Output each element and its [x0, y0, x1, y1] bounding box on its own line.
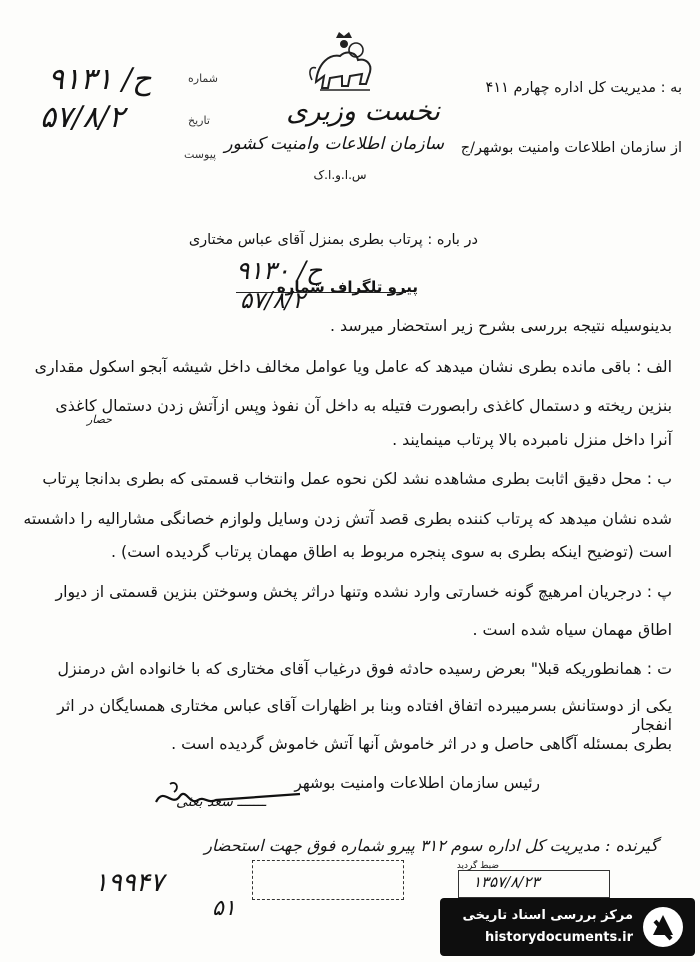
body-line: شده نشان میدهد که پرتاب کننده بطری قصد آتش زدن وسایل ولوازم خصانگی مشارالیه را داشسته: [23, 509, 672, 528]
watermark-url: historydocuments.ir: [484, 930, 633, 945]
watermark-title: مرکز بررسی اسناد تاریخی: [462, 908, 633, 923]
subject-line: در باره : پرتاب بطری بمنزل آقای عباس مختاری: [188, 232, 478, 248]
body-line: بدینوسیله نتیجه بررسی بشرح زیر استحضار میرسد .: [330, 316, 672, 335]
body-line: آنرا داخل منزل نامبرده بالا پرتاب مینمایند .: [392, 430, 672, 449]
lion-and-sun-icon: [306, 32, 382, 94]
archive-number: ۱۹۹۴۷: [94, 868, 164, 898]
recipient-line: گیرنده : مدیریت کل اداره سوم ۳۱۲ پیرو شماره فوق جهت استحضار: [204, 836, 658, 855]
number-label: شماره: [188, 72, 219, 85]
from-line: از سازمان اطلاعات وامنیت بوشهر/ج: [460, 140, 682, 156]
reference-number: ۹۱۳۰ /ح: [236, 256, 323, 285]
watermark-badge: [440, 898, 695, 956]
signature-title: رئیس سازمان اطلاعات وامنیت بوشهر: [294, 774, 540, 792]
to-line: به : مدیریت کل اداره چهارم ۴۱۱: [485, 80, 682, 96]
date-value: ۵۷/۸/۲: [40, 100, 125, 135]
number-value: ۹۱۳۱ /ح: [48, 62, 152, 97]
body-line: است (توضیح اینکه بطری به سوی پنجره مربوط به اطاق مهمان پرتاب گردیده است) .: [111, 542, 672, 561]
body-line: الف : باقی مانده بطری نشان میدهد که عامل ویا عوامل مخالف داخل شیشه آبجو اسکول مقداری: [34, 357, 672, 376]
signature-name: ـــــــ سعد بعثی: [176, 794, 266, 810]
agency-line-1: نخست وزیری: [286, 96, 440, 127]
reference-date: ۵۷/۸/۲: [240, 288, 305, 314]
agency-line-2: سازمان اطلاعات وامنیت کشور: [224, 134, 444, 154]
attachment-label: پیوست: [184, 148, 217, 161]
archive-mark: ۵۱: [212, 896, 236, 921]
margin-note: حصار: [86, 413, 112, 426]
archive-stamp: [456, 861, 610, 898]
stamp-text: ضبط گردید: [456, 861, 499, 871]
body-line: اطاق مهمان سیاه شده است .: [472, 620, 672, 639]
stamp-box: [252, 860, 404, 900]
body-line: ت : همانطوریکه قبلا" بعرض رسیده حادثه فوق درغیاب آقای مختاری که با خانواده اش درمنزل: [57, 659, 672, 678]
body-line: بطری بمسئله آگاهی حاصل و در اثر خاموش آنها آتش خاموش گردیده است .: [171, 734, 672, 753]
body-line: یکی از دوستانش بسرمیبرده اتفاق افتاده وبنا بر اظهارات آقای عباس مختاری همسایگان در اثر انفجار: [57, 696, 672, 734]
body-line: پ : درجریان امرهیچ گونه خسارتی وارد نشده وتنها دراثر پخش وسوختن بنزین قسمتی از دیوار: [55, 582, 672, 601]
body-line: بنزین ریخته و دستمال کاغذی رابصورت فتیله به داخل آن نفوذ وپس ازآتش زدن دستمال کاغذی: [55, 396, 672, 415]
archive-logo-icon: [641, 905, 685, 949]
body-line: ب : محل دقیق اثابت بطری مشاهده نشد لکن نحوه عمل وانتخاب قسمتی که بطری بدانجا پرتاب: [42, 469, 672, 488]
date-label: تاریخ: [188, 114, 210, 127]
reference-label: پیرو تلگراف شماره: [276, 278, 418, 296]
agency-code: س.ا.و.ا.ک: [313, 168, 367, 182]
stamp-date: ۱۳۵۷/۸/۲۳: [473, 873, 540, 891]
